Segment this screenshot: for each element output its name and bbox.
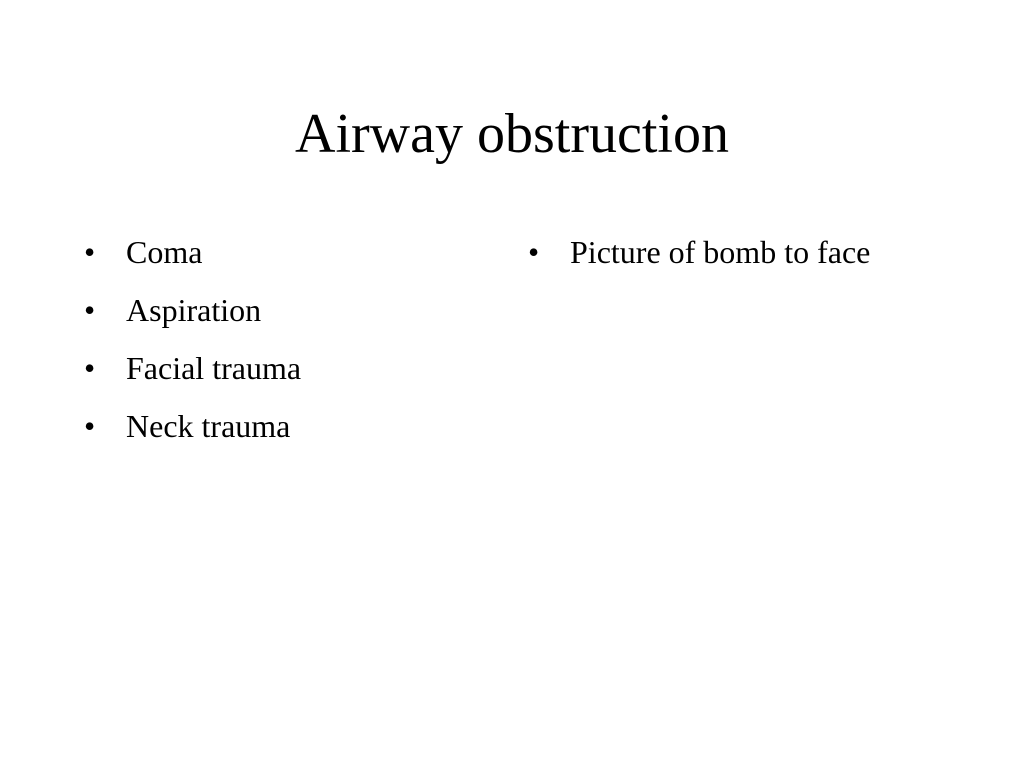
bullet-icon: • — [528, 234, 540, 270]
list-item — [84, 402, 504, 450]
list-item-text: Aspiration — [126, 292, 262, 328]
right-bullet-list — [528, 228, 888, 286]
bullet-icon: • — [84, 350, 96, 386]
bullet-icon: • — [84, 234, 96, 270]
slide-title: Airway obstruction — [295, 103, 729, 165]
list-item — [84, 344, 504, 392]
bullet-icon: • — [84, 408, 96, 444]
list-item-text: Neck trauma — [126, 408, 291, 444]
list-item — [84, 286, 504, 334]
list-item — [84, 228, 504, 276]
list-item — [528, 228, 888, 276]
list-item-text: Coma — [126, 234, 203, 270]
list-item-text: Picture of bomb to face — [570, 234, 871, 270]
list-item-text: Facial trauma — [126, 350, 302, 386]
left-bullet-list — [84, 228, 504, 460]
bullet-icon: • — [84, 292, 96, 328]
